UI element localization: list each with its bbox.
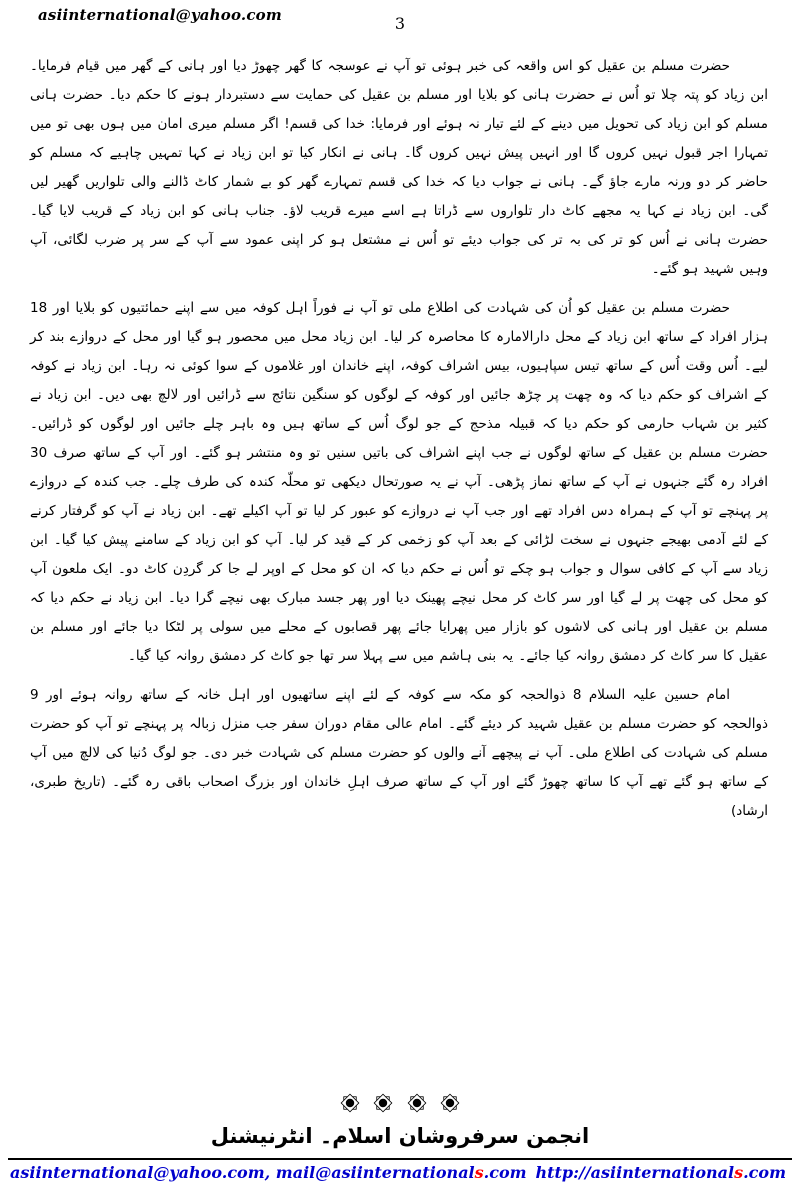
- page-number: 3: [394, 14, 406, 33]
- document-body: [0, 50, 800, 1088]
- paragraph-3: امام حسین علیہ السلام 8 ذوالحجہ کو مکہ سے کوفہ کے لئے اپنے ساتھیوں اور اہل خانہ کے ساتھ روانہ ہوئے اور 9 ذوالحجہ کو حضرت مسلم بن عقیل شہید کر دیئے گئے۔ امام عالی مقام دوران سفر جب منزل زبالہ پر پہنچے تو آپ کو حضرت مسلم کی شہادت کی اطلاع ملی۔ آپ نے پیچھے آنے والوں کو حضرت مسلم کی شہادت خبر دی۔ جو لوگ دُنیا کی لالچ میں آپ کے ساتھ ہو گئے تھے آپ کا ساتھ چھوڑ گئے اور آپ کے ساتھ صرف اہلِ خاندان اور بزرگ اصحاب باقی رہ گئے۔ (تاریخ طبری، ارشاد): [30, 687, 768, 820]
- footer-url-highlight: s: [734, 1163, 744, 1182]
- paragraph-1: حضرت مسلم بن عقیل کو اس واقعہ کی خبر ہوئی تو آپ نے عوسجہ کا گھر چھوڑ دیا اور ہانی کے گھر میں قیام فرمایا۔ ابن زیاد کو پتہ چلا تو اُس نے حضرت ہانی کو بلایا اور مسلم بن عقیل کی حمایت سے دستبردار ہونے کا حکم دیا۔ حضرت ہانی مسلم کو ابن زیاد کی تحویل میں دینے کے لئے تیار نہ ہوئے اور فرمایا: خدا کی قسم! اگر مسلم میری امان میں ہوں بھی تو میں تمہارا اجر قبول نہیں کروں گا اور انہیں پیش نہیں کروں گا۔ ہانی نے انکار کیا تو ابن زیاد نے کہا تمہیں چاہیے کہ مسلم کو حاضر کر دو ورنہ مارے جاؤ گے۔ ہانی نے جواب دیا کہ خدا کی قسم تمہارے گھر کو بے شمار کاٹ ڈالنے والی تلواریں گھیر لیں گی۔ ابن زیاد نے کہا یہ مجھے کاٹ دار تلواروں سے ڈراتا ہے اسے میرے قریب لاؤ۔ جناب ہانی کو ابن زیاد کے قریب لایا گیا۔ حضرت ہانی نے اُس کو تر کی بہ تر کی جواب دیئے تو اُس نے مشتعل ہو کر اپنی عمود سے آپ کے سر پر ضرب لگائی، آپ وہیں شہید ہو گئے۔: [30, 58, 768, 278]
- footer-url-suffix: .com: [743, 1163, 786, 1182]
- organization-heading: انجمن سرفروشان اسلام۔ انٹرنیشنل: [210, 1124, 590, 1148]
- footer-url-link[interactable]: [535, 1163, 786, 1182]
- page-header: [0, 0, 800, 50]
- ornament-divider: [0, 1088, 800, 1120]
- footer-email-2-suffix: .com: [483, 1163, 527, 1182]
- footer-email-separator: ,: [264, 1163, 276, 1182]
- star-icon: [339, 1092, 361, 1114]
- footer-url-prefix: http://asiinternational: [535, 1163, 735, 1182]
- footer-email-2-highlight: s: [474, 1163, 484, 1182]
- footer-email-2-prefix: mail@asiinternational: [275, 1163, 475, 1182]
- star-icon: [439, 1092, 461, 1114]
- footer-url: [535, 1163, 786, 1182]
- star-icon: [406, 1092, 428, 1114]
- header-email-link[interactable]: asiinternational@yahoo.com: [38, 6, 282, 24]
- star-icon: [372, 1092, 394, 1114]
- footer-email-1-link[interactable]: asiinternational@yahoo.com: [10, 1163, 265, 1182]
- footer-email-links: [10, 1163, 527, 1182]
- footer-email-2-link[interactable]: [276, 1163, 527, 1182]
- paragraph-2: حضرت مسلم بن عقیل کو اُن کی شہادت کی اطلاع ملی تو آپ نے فوراً اہل کوفہ میں سے اپنے حمائتیوں کو بلایا اور 18 ہزار افراد کے ساتھ ابن زیاد کے محل دارالامارہ کا محاصرہ کر لیا۔ ابن زیاد محل میں محصور ہو گیا اور محل کے دروازے بند کر لیے۔ اُس وقت اُس کے ساتھ تیس سپاہیوں، بیس اشراف کوفہ، اپنے خاندان اور غلاموں کے سوا کوئی نہ رہا۔ ابن زیاد نے کوفہ کے اشراف کو حکم دیا کہ وہ چھت پر چڑھ جائیں اور کوفہ کے لوگوں کو سنگین نتائج سے ڈرائیں اور لالچ بھی دیں۔ ابن زیاد نے کثیر بن شہاب حارمی کو حکم دیا کہ قبیلہ مذحج کے جو لوگ اُس کے ساتھ ہیں وہ باہر چلے جائیں اور لوگوں کو ڈرائیں۔ حضرت مسلم بن عقیل کے ساتھ لوگوں نے جب اپنے اشراف کی باتیں سنیں تو وہ منتشر ہو گئے۔ اور آپ کے ساتھ صرف 30 افراد رہ گئے جنہوں نے آپ کے ساتھ نماز پڑھی۔ آپ نے یہ صورتحال دیکھی تو محلّہ کندہ کی طرف چلے۔ جب کندہ کے دروازے پر پہنچے تو آپ کے ہمراہ دس افراد تھے اور جب آپ نے دروازے کو عبور کر لیا تو آپ اکیلے تھے۔ ابن زیاد نے آپ کو گرفتار کرنے کے لئے آدمی بھیجے جنہوں نے سخت لڑائی کے بعد آپ کو زخمی کر کے قید کر لیا۔ آپ کو ابن زیاد کے سامنے پیش کیا گیا۔ ابن زیاد سے آپ کے کافی سوال و جواب ہو چکے تو اُس نے حکم دیا کہ ان کو محل کے اوپر لے جا کر گردِن کاٹ دو۔ ایک ملعون آپ کو محل کی چھت پر لے گیا اور سر کاٹ کر محل نیچے پھینک دیا اور پھر جسد مبارک بھی نیچے گرا دیا۔ ابن زیاد نے حکم دیا کہ مسلم بن عقیل اور ہانی کی لاشوں کو بازار میں پھرایا جائے پھر قصابوں کے محلے میں سولی پر لٹکا دیا جائے اور مسلم بن عقیل کا سر کاٹ کر دمشق روانہ کیا جائے۔ یہ بنی ہاشم میں سے پہلا سر تھا جو کاٹ کر دمشق روانہ کیا گیا۔: [30, 300, 768, 665]
- page-footer: [0, 1160, 800, 1200]
